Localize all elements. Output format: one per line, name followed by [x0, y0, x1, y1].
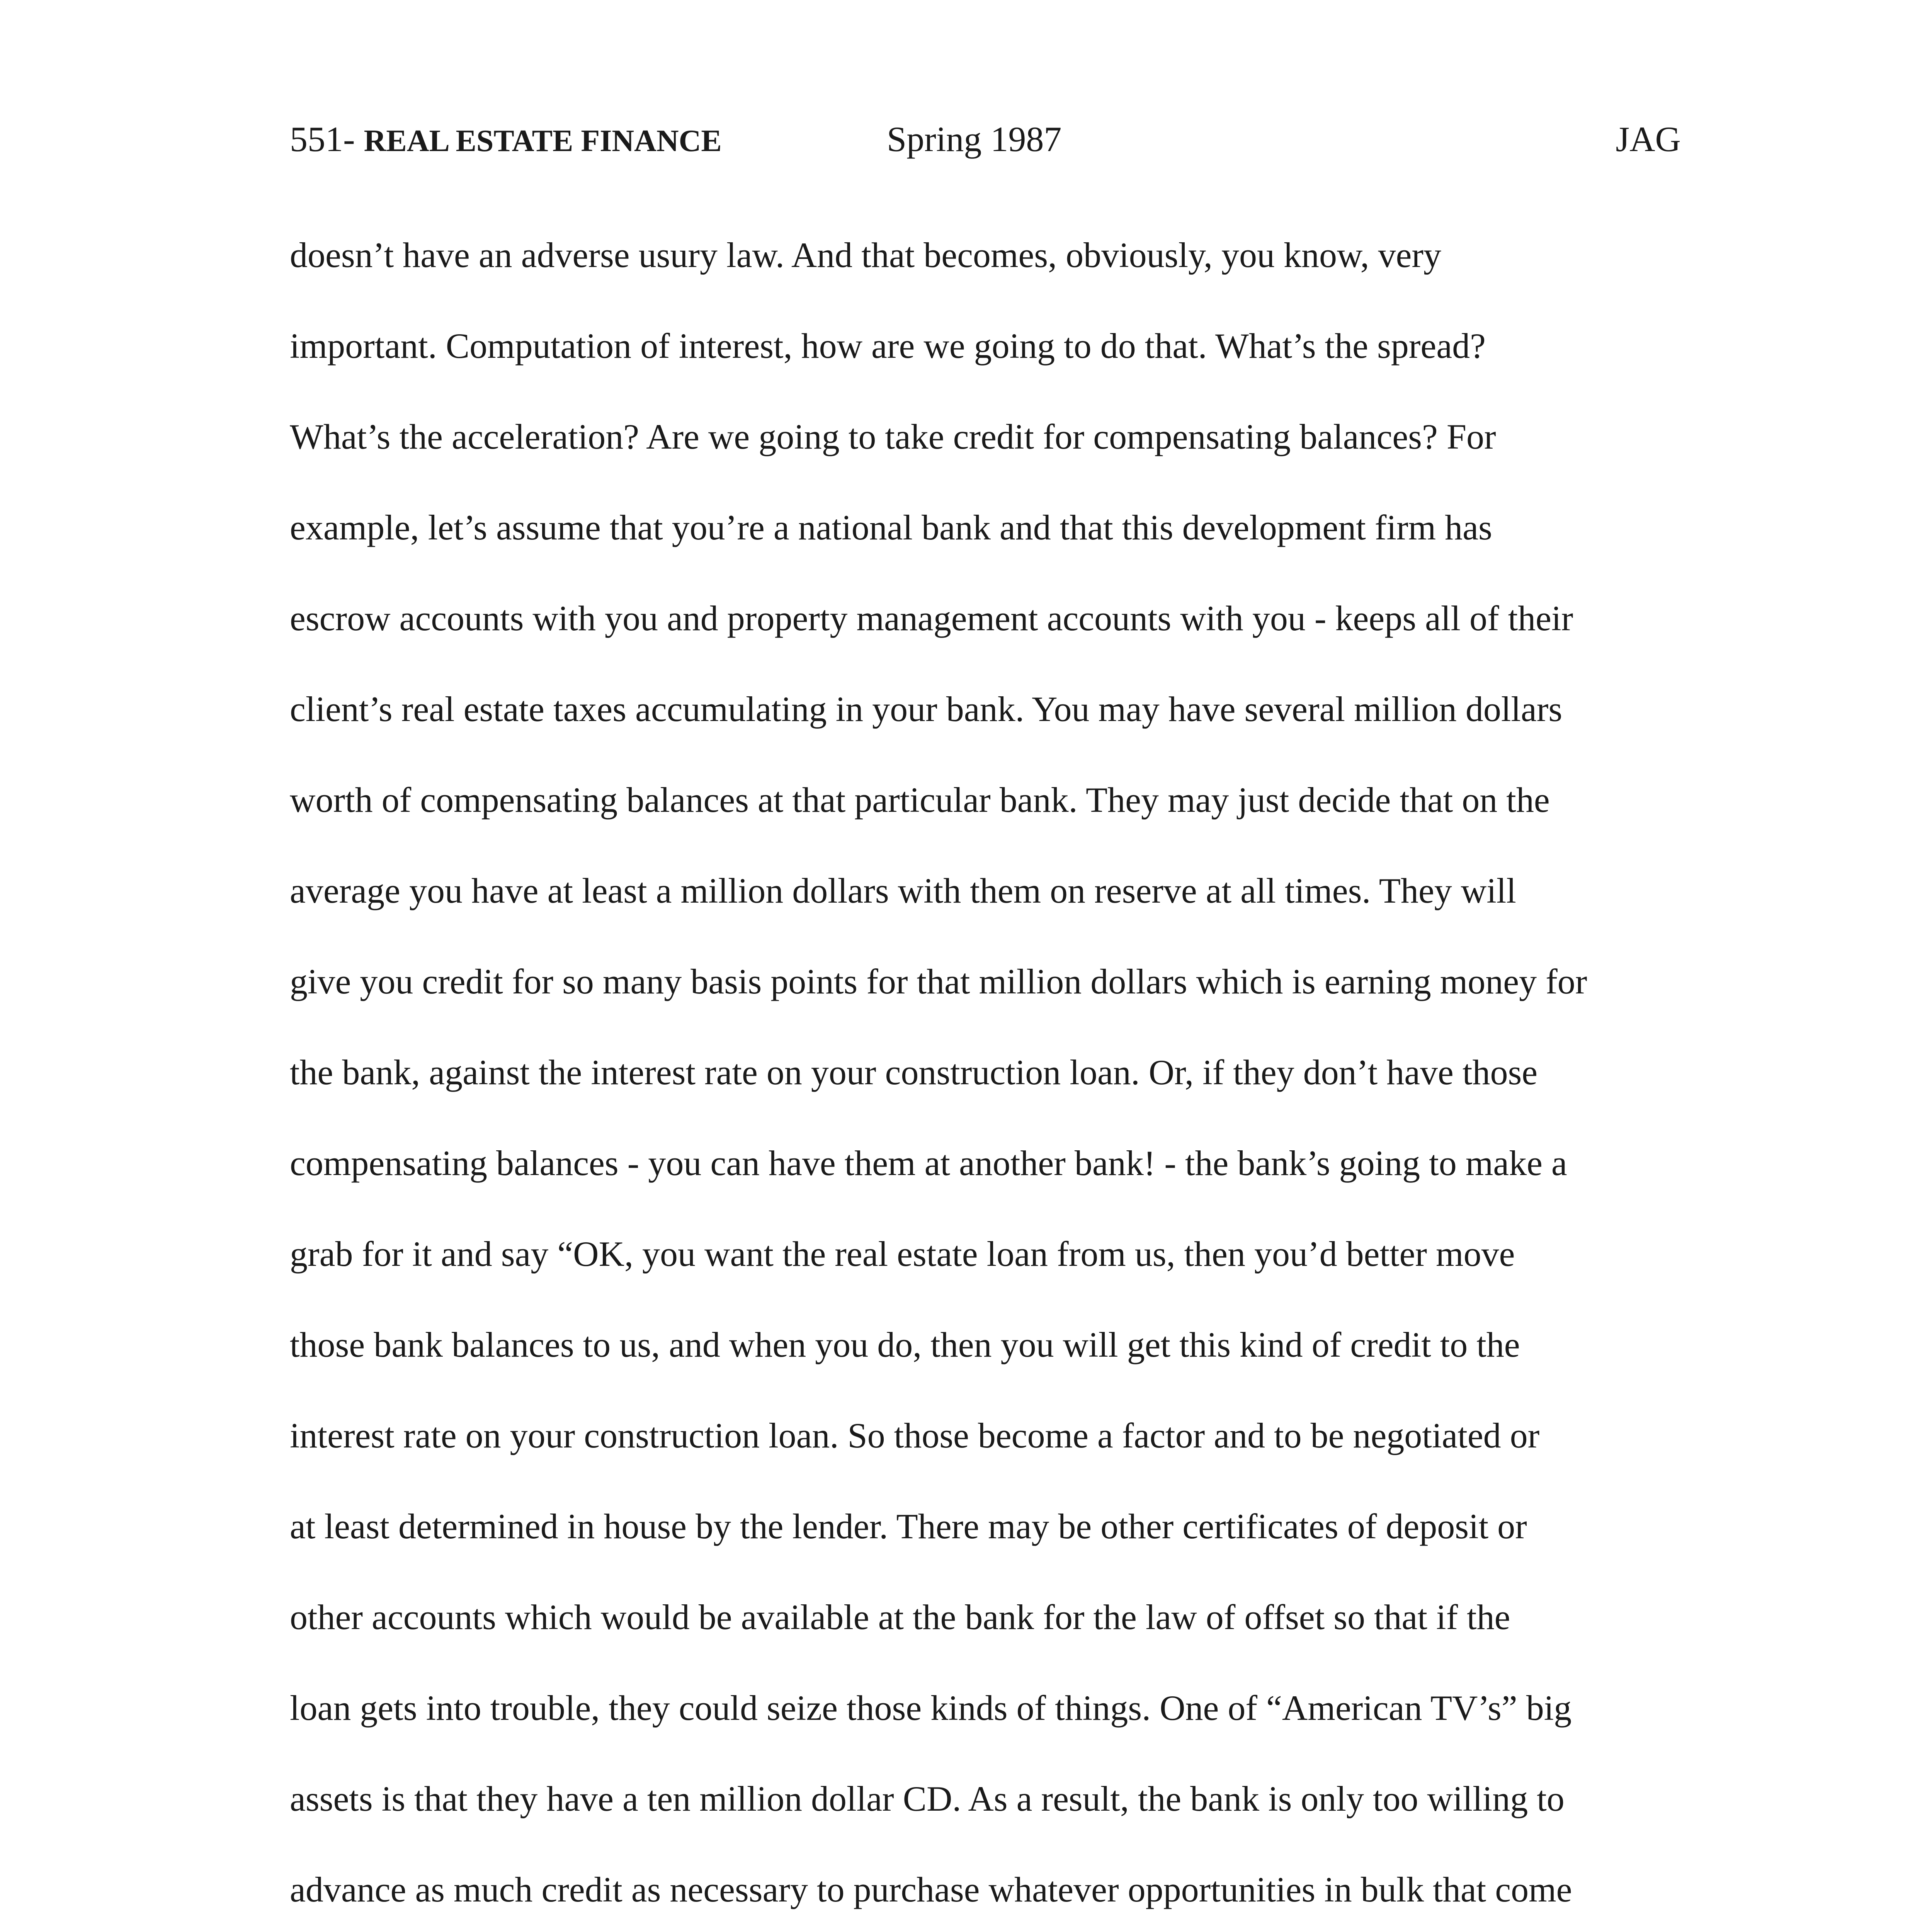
- page-header: [290, 116, 1681, 162]
- course-title: REAL ESTATE FINANCE: [364, 124, 722, 158]
- text-line: advance as much credit as necessary to purchase whatever opportunities in bulk that come: [290, 1870, 1572, 1909]
- text-line: grab for it and say “OK, you want the real estate loan from us, then you’d better move: [290, 1234, 1515, 1274]
- body-text: [290, 232, 1681, 1932]
- text-line: at least determined in house by the lender. There may be other certificates of deposit or: [290, 1507, 1527, 1546]
- text-line: give you credit for so many basis points for that million dollars which is earning money for: [290, 962, 1587, 1001]
- text-line: those bank balances to us, and when you do, then you will get this kind of credit to the: [290, 1325, 1520, 1364]
- text-line: doesn’t have an adverse usury law. And that becomes, obviously, you know, very: [290, 235, 1441, 275]
- text-line: client’s real estate taxes accumulating in your bank. You may have several million dollars: [290, 689, 1563, 729]
- text-line: compensating balances - you can have them at another bank! - the bank’s going to make a: [290, 1143, 1567, 1183]
- course-label: [290, 116, 722, 164]
- text-line: other accounts which would be available at the bank for the law of offset so that if the: [290, 1597, 1510, 1637]
- text-line: escrow accounts with you and property management accounts with you - keeps all of their: [290, 599, 1573, 638]
- text-line: average you have at least a million dollars with them on reserve at all times. They will: [290, 871, 1516, 910]
- text-line: the bank, against the interest rate on your construction loan. Or, if they don’t have those: [290, 1053, 1538, 1092]
- course-code: 551-: [290, 119, 355, 159]
- text-line: important. Computation of interest, how are we going to do that. What’s the spread?: [290, 326, 1486, 366]
- text-line: loan gets into trouble, they could seize those kinds of things. One of “American TV’s” big: [290, 1688, 1572, 1728]
- text-line: What’s the acceleration? Are we going to take credit for compensating balances? For: [290, 417, 1496, 456]
- text-line: worth of compensating balances at that particular bank. They may just decide that on the: [290, 780, 1550, 820]
- text-line: assets is that they have a ten million dollar CD. As a result, the bank is only too willing to: [290, 1779, 1565, 1818]
- term-label: Spring 1987: [887, 119, 1062, 159]
- text-line: interest rate on your construction loan. So those become a factor and to be negotiated or: [290, 1416, 1540, 1455]
- text-line: example, let’s assume that you’re a national bank and that this development firm has: [290, 508, 1492, 547]
- author-initials: JAG: [1616, 119, 1681, 159]
